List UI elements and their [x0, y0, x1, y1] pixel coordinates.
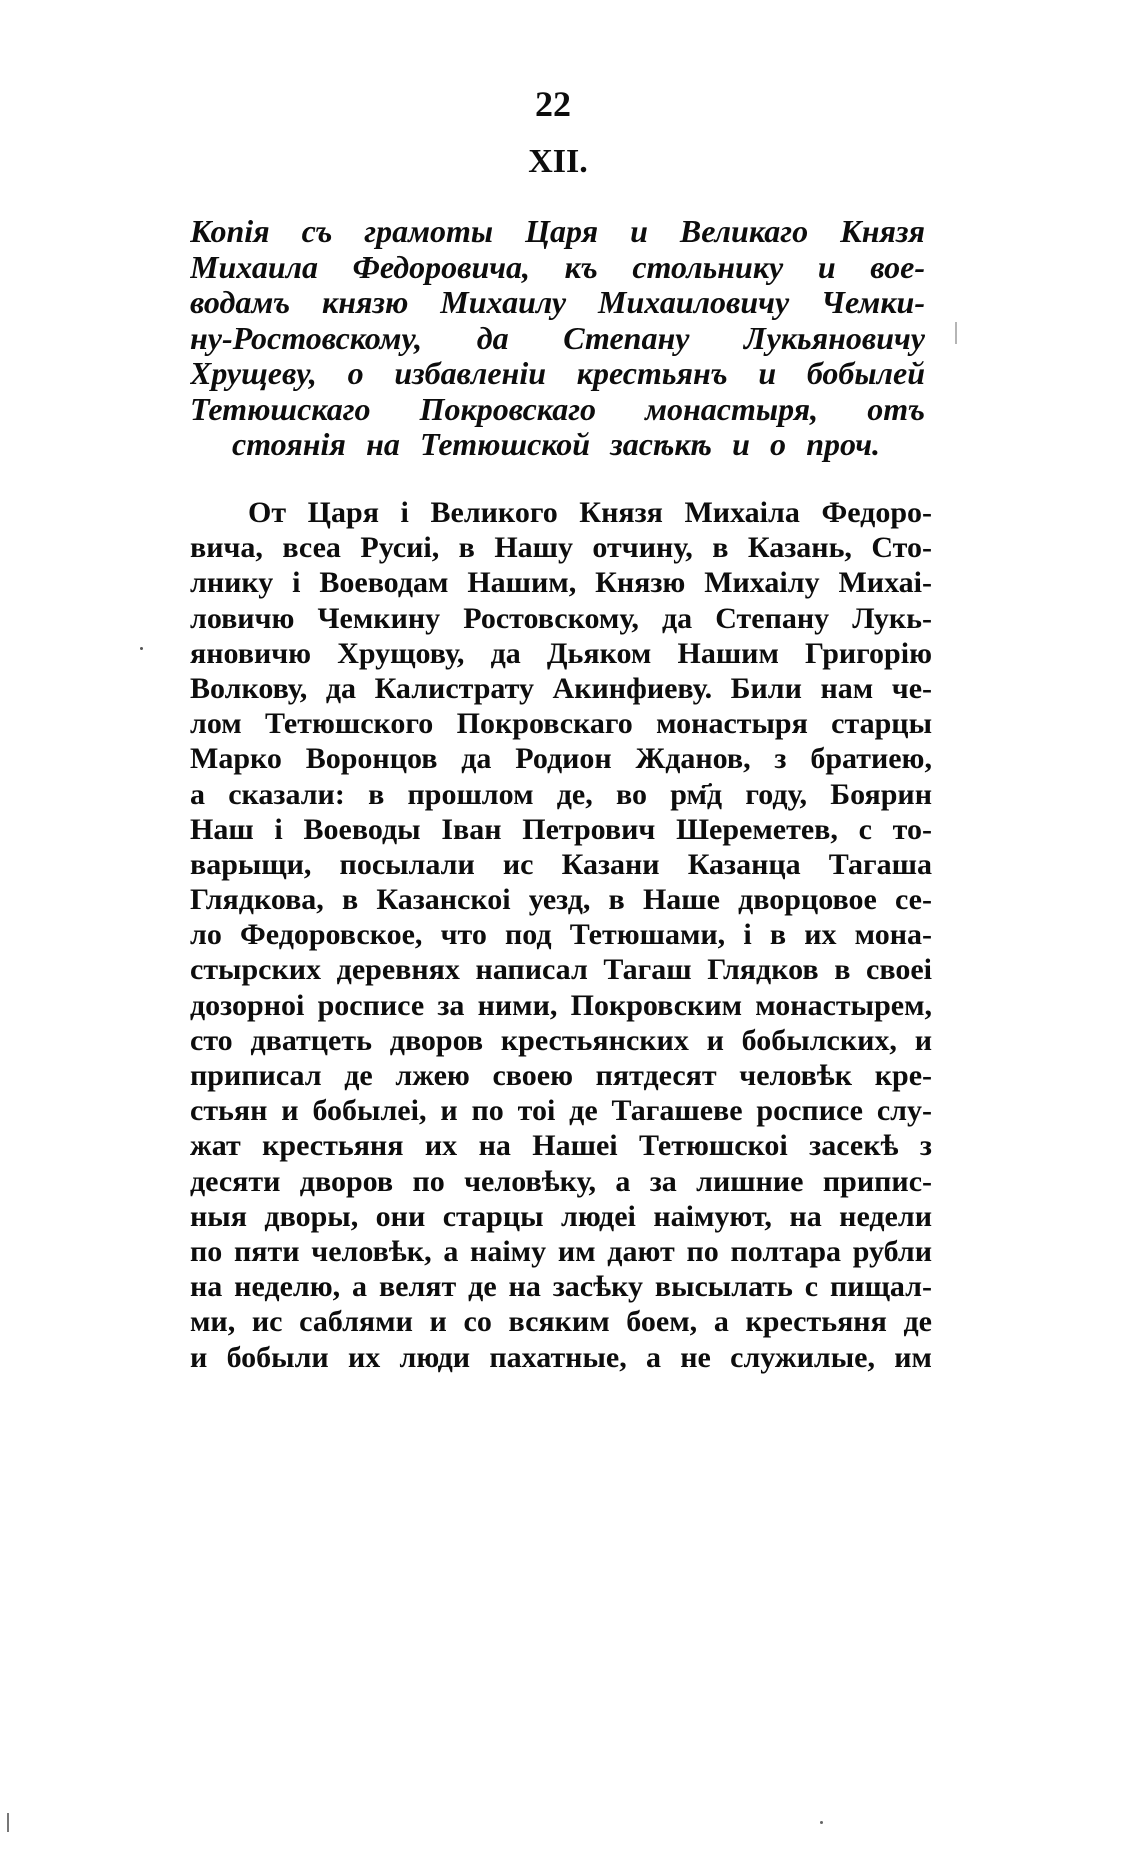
body-text-line: варыщи, посылали ис Казани Казанца Тагаша [190, 847, 932, 881]
document-title-line: Хрущеву, о избавленіи крестьянъ и бобылей [190, 356, 925, 391]
body-text-line: Глядкова, в Казанскоі уезд, в Наше дворцовое се- [190, 883, 932, 917]
body-text-line: Волкову, да Калистрату Акинфиеву. Били нам че- [190, 671, 932, 705]
body-text-line: на неделю, а велят де на засѣку высылать с пищал- [190, 1270, 932, 1304]
scan-mark [7, 1813, 9, 1832]
body-text-line: Марко Воронцов да Родион Жданов, з братиею, [190, 742, 932, 776]
body-text [190, 495, 932, 1375]
body-text-line: Наш і Воеводы Іван Петрович Шереметев, с то- [190, 812, 932, 846]
body-text-line: ми, ис саблями и со всяким боем, а крестьяня де [190, 1305, 932, 1339]
document-title [190, 214, 925, 463]
document-title-line: ну-Ростовскому, да Степану Лукьяновичу [190, 320, 925, 356]
body-text-line: а сказали: в прошлом де, во рм҃д году, Боярин [190, 777, 932, 811]
body-text-line: От Царя і Великого Князя Михаіла Федоро- [248, 496, 932, 529]
document-title-line: Копія съ грамоты Царя и Великаго Князя [190, 214, 925, 249]
section-number: XII. [528, 143, 588, 180]
body-text-line: по пяти человѣк, а наіму им дают по полтара рубли [190, 1234, 932, 1268]
body-text-line: вича, всеа Русиі, в Нашу отчину, в Казань, Сто- [190, 531, 932, 565]
body-text-line: лнику і Воеводам Нашим, Князю Михаілу Михаі- [190, 566, 932, 600]
body-text-line: ловичю Чемкину Ростовскому, да Степану Лукь- [190, 601, 932, 635]
document-title-line: стоянія на Тетюшской засѣкѣ и о проч. [232, 427, 880, 462]
body-text-line: стьян и бобылеі, и по тоі де Тагашеве росписе слу- [190, 1094, 932, 1128]
body-text-line: приписал де лжею своею пятдесят человѣк кре- [190, 1059, 932, 1092]
body-text-line: десяти дворов по человѣку, а за лишние припис- [190, 1164, 932, 1198]
body-text-line: сто дватцеть дворов крестьянских и бобылских, и [190, 1023, 932, 1057]
body-text-line: ныя дворы, они старцы людеі наімуют, на недели [190, 1199, 932, 1233]
document-title-line: Михаила Федоровича, къ стольнику и вое- [190, 249, 925, 285]
body-text-line: жат крестьяня их на Нашеі Тетюшскоі засекѣ з [190, 1129, 932, 1163]
body-text-line: стырских деревнях написал Тагаш Глядков в своеі [190, 953, 932, 987]
scan-mark [140, 647, 143, 650]
body-text-line: и бобыли их люди пахатные, а не служилые, им [190, 1340, 932, 1374]
document-title-line: водамъ князю Михаилу Михаиловичу Чемки- [190, 285, 925, 320]
page-number: 22 [535, 84, 571, 124]
body-text-line: яновичю Хрущову, да Дьяком Нашим Григорію [190, 636, 932, 670]
body-text-line: дозорноі росписе за ними, Покровским монастырем, [190, 988, 932, 1022]
scan-mark [955, 322, 957, 344]
document-title-line: Тетюшскаго Покровскаго монастыря, отъ [190, 391, 925, 427]
body-text-line: лом Тетюшского Покровскаго монастыря старцы [190, 707, 932, 741]
scan-mark [820, 1821, 823, 1824]
body-text-line: ло Федоровское, что под Тетюшами, і в их мона- [190, 918, 932, 952]
